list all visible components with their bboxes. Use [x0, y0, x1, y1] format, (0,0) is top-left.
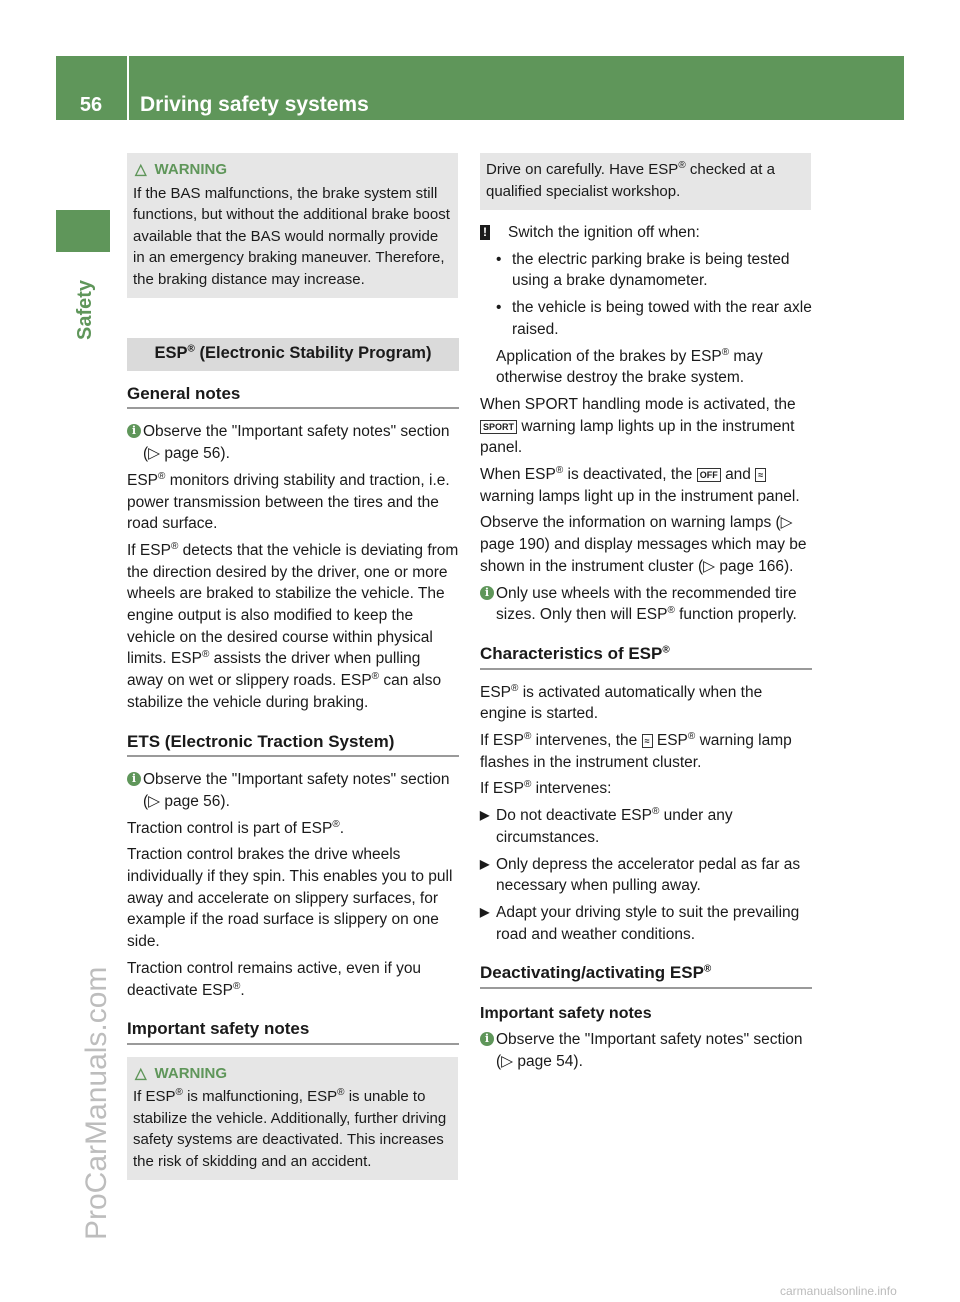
left-column: [127, 153, 459, 1180]
paragraph: When ESP® is deactivated, the OFF and ≈ warning lamps light up in the instrument panel.: [480, 464, 800, 505]
header-divider: [127, 56, 129, 120]
caution-note: ! Switch the ignition off when:: [480, 222, 812, 244]
watermark: ProCarManuals.com: [80, 966, 113, 1240]
warning-box-esp: [127, 1057, 458, 1181]
info-note: i Observe the "Important safety notes" section (▷ page 56).: [127, 769, 459, 812]
paragraph: Observe the information on warning lamps (▷ page 190) and display messages which may be shown in the instrument cluster (▷ page 166).: [480, 514, 807, 575]
warning-title: △ WARNING: [135, 1064, 228, 1082]
warning-text: If the BAS malfunctions, the brake system still functions, but without the additional brake boost available that the BAS would normally provide in an emergency braking maneuver. Therefore, the braking distance may increase.: [133, 184, 450, 288]
heading-deactivating: Deactivating/activating ESP®: [480, 962, 812, 989]
bullet-item: • the vehicle is being towed with the rear axle raised.: [496, 299, 812, 338]
paragraph: Traction control brakes the drive wheels individually if they spin. This enables you to pull away and accelerate on slippery surfaces, for example if the road surface is slippery on one side.: [127, 846, 453, 951]
arrow-icon: ▶: [480, 808, 490, 823]
side-tab-label: Safety: [74, 279, 96, 340]
warning-triangle-icon: △: [135, 1064, 147, 1082]
side-tab-block: [56, 210, 110, 252]
info-icon: i: [127, 424, 141, 438]
right-column: [480, 153, 812, 1077]
heading-important-safety-notes: Important safety notes: [127, 1018, 459, 1045]
page-header: [56, 56, 904, 120]
info-icon: i: [480, 1032, 494, 1046]
page-number: 56: [79, 94, 103, 116]
heading-characteristics: Characteristics of ESP®: [480, 643, 812, 670]
paragraph: If ESP® detects that the vehicle is deviating from the direction desired by the driver, one or more wheels are braked to stabilize the vehicle. The engine output is also modified to keep the vehicle on the desired course within physical limits. ESP® assists the driver when pulling away on wet or slippery roads. ESP® can also stabilize the vehicle during braking.: [127, 540, 459, 711]
section-banner-esp: ESP® (Electronic Stability Program): [127, 338, 459, 371]
warning-text: If ESP® is malfunctioning, ESP® is unable to stabilize the vehicle. Additionally, further driving safety systems are deactivated. This increases the risk of skidding and an accident.: [133, 1087, 447, 1170]
warning-title: △ WARNING: [135, 161, 228, 178]
skid-lamp-icon: ≈: [642, 734, 653, 748]
heading-general-notes: General notes: [127, 383, 459, 410]
warning-triangle-icon: △: [135, 161, 147, 178]
info-icon: i: [127, 772, 141, 786]
skid-lamp-icon: ≈: [755, 468, 766, 482]
bullet-item: • the electric parking brake is being tested using a brake dynamometer.: [496, 250, 790, 290]
paragraph: When SPORT handling mode is activated, the SPORT warning lamp lights up in the instrument panel.: [480, 395, 796, 457]
info-note: i Observe the "Important safety notes" section (▷ page 56).: [127, 421, 459, 464]
paragraph: Traction control is part of ESP®.: [127, 818, 345, 837]
info-note: i Only use wheels with the recommended tire sizes. Only then will ESP® function properly.: [480, 583, 812, 626]
esp-off-lamp-icon: OFF: [697, 468, 721, 482]
heading-ets: ETS (Electronic Traction System): [127, 731, 459, 758]
arrow-icon: ▶: [480, 856, 490, 871]
paragraph: If ESP® intervenes:: [480, 779, 612, 798]
paragraph: If ESP® intervenes, the ≈ ESP® warning lamp flashes in the instrument cluster.: [480, 730, 792, 771]
step-item: ▶ Adapt your driving style to suit the prevailing road and weather conditions.: [480, 903, 800, 943]
warning-box-bas: [127, 153, 458, 298]
chapter-title: Driving safety systems: [140, 93, 369, 116]
step-item: ▶ Do not deactivate ESP® under any circumstances.: [480, 806, 733, 846]
warning-continuation-box: Drive on carefully. Have ESP® checked at a qualified specialist workshop.: [480, 153, 811, 210]
heading-important-safety-notes-2: Important safety notes: [480, 1005, 652, 1023]
paragraph: ESP® is activated automatically when the engine is started.: [480, 682, 763, 723]
paragraph: ESP® monitors driving stability and traction, i.e. power transmission between the tires and the road surface.: [127, 470, 450, 533]
footer-watermark: carmanualsonline.info: [780, 1284, 897, 1298]
paragraph: Application of the brakes by ESP® may otherwise destroy the brake system.: [496, 346, 763, 387]
arrow-icon: ▶: [480, 904, 490, 919]
paragraph: Traction control remains active, even if you deactivate ESP®.: [127, 959, 422, 999]
info-icon: i: [480, 586, 494, 600]
step-item: ▶ Only depress the accelerator pedal as far as necessary when pulling away.: [480, 855, 801, 895]
info-note: i Observe the "Important safety notes" section (▷ page 54).: [480, 1029, 812, 1072]
sport-lamp-icon: SPORT: [480, 420, 517, 434]
exclamation-icon: !: [480, 225, 490, 240]
